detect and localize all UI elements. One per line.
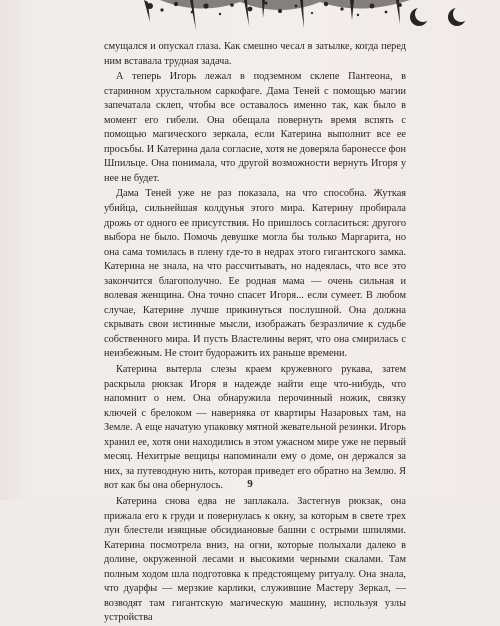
paragraph: Дама Теней уже не раз показала, на что способна. Жуткая убийца, сильнейшая колдунья этого мира. Катерину пробирала дрожь от одного ее присутствия. Но пришлось согласиться: другого выбора не было. Помочь девушке могла бы только Маргарита, но она сама томилась в плену где-то в недрах этого гигантского замка. Катерина не знала, на что рассчитывать, но надеялась, что все это закончится благополучно. Ее родная мама — очень сильная и волевая женщина. Она точно спасет Игоря... если сумеет. В любом случае, Катерине лучше прикинуться послушной. Она должна скрывать свои истинные мысли, изображать безразличие к судьбе собственного мира. И пусть Властелины верят, что она смирилась с неизбежным. Не стоит будоражить их раньше времени. <box>104 188 406 360</box>
paragraph: Катерина вытерла слезы краем кружевного рукава, затем раскрыла рюкзак Игоря в надежде найти еще что-нибудь, что напомнит о нем. Она обнаружила перочинный ножик, связку ключей с брелоком — наверняка от квартиры Назаровых там, на Земле. А еще начатую упаковку мятной жевательной резинки. Игорь хранил ее, хотя они находились в этом ужасном мире уже не первый месяц. Нехитрые вещицы напоминали ему о доме, он держался за них, за путеводную нить, которая приведет его обратно на Землю. Я вот как бы она обернулось. <box>104 364 406 492</box>
paragraph: Катерина снова едва не заплакала. Застегнув рюкзак, она прижала его к груди и повернулась к окну, за которым в свете трех лун блестели изящные обсидиановые башни с острыми шпилями. Катерина посмотрела вниз, на огни, которые полыхали далеко в долине, окруженной лесами и высокими черными скалами. Там полным ходом шла подготовка к предстоящему ритуалу. Она знала, что дуарфы — мерзкие карлики, служившие Мастеру Зеркал, — возводят там гигантскую магическую машину, используя узлы устройства <box>104 495 406 624</box>
page-number: 9 <box>247 478 253 490</box>
body-text <box>104 40 406 626</box>
crescent-moon-icon <box>448 6 469 26</box>
header-decoration <box>0 0 500 38</box>
paragraph: смущался и опускал глаза. Как смешно чесал в затылке, когда перед ним вставала трудная задача. <box>104 41 406 67</box>
ink-splatter-decoration <box>144 0 415 30</box>
paragraph: А теперь Игорь лежал в подземном склепе Пантеона, в старинном хрустальном саркофаге. Дама Теней с помощью магии запечатала склеп, чтобы все оставалось именно так, как было в момент его гибели. Она обещала повернуть время вспять с помощью магического зеркала, если Катерина выполнит все ее просьбы. И Катерина дала согласие, хотя не доверяла баронессе фон Шпильце. Она понимала, что другой возможности вернуть Игоря у нее не будет. <box>104 71 406 184</box>
crescent-moon-icon <box>410 6 431 26</box>
